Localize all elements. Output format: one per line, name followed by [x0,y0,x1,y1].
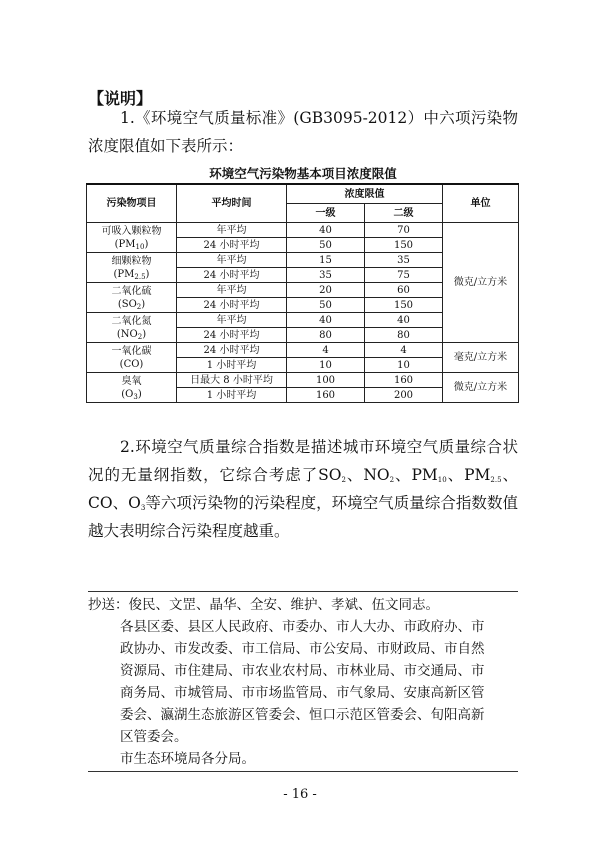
avg-time-cell: 24 小时平均 [177,343,287,358]
cc-line: 政协办、市发改委、市工信局、市公安局、市财政局、市自然 [120,641,485,657]
grade-2-cell: 70 [365,223,443,238]
cc-line: 区管委会。 [120,729,188,745]
grade-2-cell: 60 [365,283,443,298]
pollutant-cell [87,253,177,283]
pollutant-cell [87,373,177,403]
pollutant-name: 二氧化氮 [111,315,152,327]
avg-time-cell: 24 小时平均 [177,298,287,313]
grade-1-cell: 20 [287,283,365,298]
pollutant-symbol: $(NO_2)$ [116,328,147,341]
table-row [87,343,519,358]
avg-time-cell: 年平均 [177,313,287,328]
grade-2-cell: 200 [365,388,443,403]
grade-2-cell: 40 [365,313,443,328]
grade-2-cell: 150 [365,238,443,253]
pollutant-symbol: $(PM_{2.5})$ [113,268,150,281]
grade-1-cell: 15 [287,253,365,268]
paragraph-1: 1.《环境空气质量标准》(GB3095-2012）中六项污染物浓度限值如下表所示： [88,109,518,155]
pollutant-symbol: $(SO_2)$ [117,298,146,311]
paragraph-2: 2.环境空气质量综合指数是描述城市环境空气质量综合状况的无量纲指数，它综合考虑了$SO_2$、$NO_2$、$PM_{10}$、$PM_{2.5}$、CO、$O_3$等六项污染物的污染程度，环境空气质量综合指数数值越大表明综合污染程度越重。 [88,438,518,540]
pollutant-cell [87,313,177,343]
cc-line: 资源局、市住建局、市农业农村局、市林业局、市交通局、市 [120,663,485,679]
avg-time-cell: 年平均 [177,223,287,238]
cc-line: 商务局、市城管局、市市场监管局、市气象局、安康高新区管 [120,685,485,701]
header-avg-time: 平均时间 [177,184,287,223]
header-limit: 浓度限值 [287,184,443,204]
cc-line: 委会、瀛湖生态旅游区管委会、恒口示范区管委会、旬阳高新 [120,707,485,723]
grade-1-cell: 40 [287,313,365,328]
grade-1-cell: 10 [287,358,365,373]
pollutant-symbol: $(O_3)$ [121,388,142,401]
unit-cell: 微克/立方米 [443,373,519,403]
pollutant-name: 可吸入颗粒物 [101,225,162,237]
avg-time-cell: 1 小时平均 [177,358,287,373]
header-pollutant: 污染物项目 [87,184,177,223]
cc-line: 各县区委、县区人民政府、市委办、市人大办、市政府办、市 [120,619,485,635]
avg-time-cell: 24 小时平均 [177,328,287,343]
grade-2-cell: 160 [365,373,443,388]
grade-1-cell: 35 [287,268,365,283]
grade-1-cell: 100 [287,373,365,388]
grade-1-cell: 50 [287,298,365,313]
avg-time-cell: 24 小时平均 [177,268,287,283]
avg-time-cell: 24 小时平均 [177,238,287,253]
avg-time-cell: 1 小时平均 [177,388,287,403]
cc-list [88,594,518,770]
grade-1-cell: 40 [287,223,365,238]
header-unit: 单位 [443,184,519,223]
grade-1-cell: 50 [287,238,365,253]
section-heading: 【说明】 [88,89,153,108]
grade-1-cell: 4 [287,343,365,358]
unit-cell: 毫克/立方米 [443,343,519,373]
pollutant-name: 细颗粒物 [111,255,152,267]
page-number: - 16 - [283,787,317,802]
header-grade-2: 二级 [365,204,443,223]
pollutant-symbol: (CO) [119,358,144,370]
pollutant-name: 一氧化碳 [111,345,152,357]
grade-2-cell: 150 [365,298,443,313]
grade-2-cell: 4 [365,343,443,358]
pollutant-cell [87,343,177,373]
table-row [87,223,519,238]
pollutant-limit-table [86,183,519,403]
cc-top-rule [88,591,518,592]
pollutant-cell [87,283,177,313]
header-grade-1: 一级 [287,204,365,223]
unit-cell: 微克/立方米 [443,223,519,343]
grade-2-cell: 35 [365,253,443,268]
grade-1-cell: 80 [287,328,365,343]
cc-line: 市生态环境局各分局。 [120,751,255,767]
cc-bottom-rule [88,771,518,772]
grade-2-cell: 10 [365,358,443,373]
grade-2-cell: 75 [365,268,443,283]
avg-time-cell: 年平均 [177,253,287,268]
grade-1-cell: 160 [287,388,365,403]
grade-2-cell: 80 [365,328,443,343]
pollutant-symbol: $(PM_{10})$ [114,238,149,251]
avg-time-cell: 年平均 [177,283,287,298]
avg-time-cell: 日最大 8 小时平均 [177,373,287,388]
table-caption: 环境空气污染物基本项目浓度限值 [209,166,397,181]
table-row [87,373,519,388]
pollutant-name: 臭氧 [121,375,142,387]
pollutant-name: 二氧化硫 [111,285,152,297]
pollutant-cell [87,223,177,253]
cc-line: 抄送：俊民、文罡、晶华、全安、维护、孝斌、伍文同志。 [88,597,439,613]
